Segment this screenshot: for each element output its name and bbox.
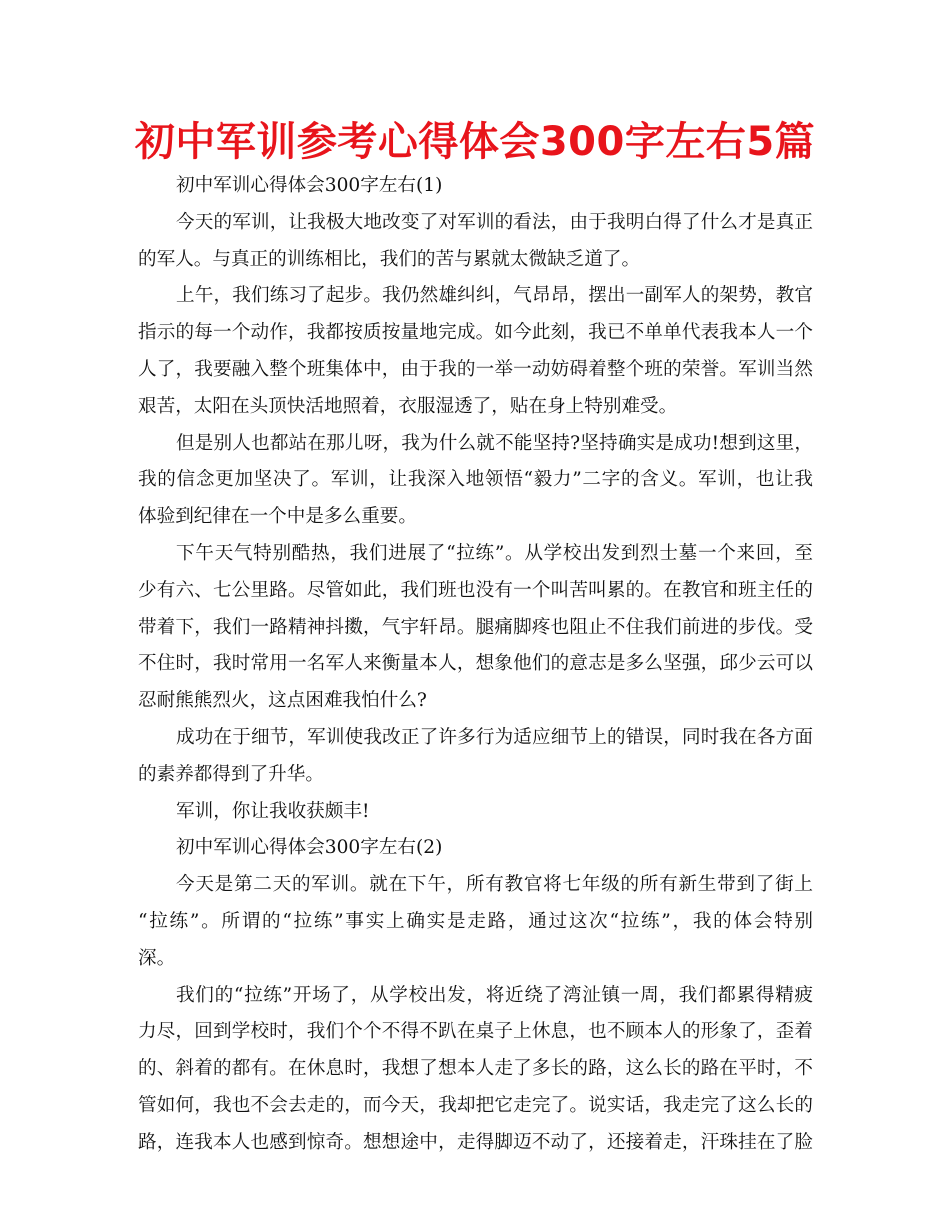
text-line: 军训，你让我收获颇丰!	[176, 800, 370, 822]
text-line: 上午，我们练习了起步。我仍然雄纠纠，气昂昂，摆出一副军人的架势，教官	[176, 285, 813, 307]
section-heading: 初中军训心得体会300字左右(1)	[176, 175, 443, 196]
text-line: 的军人。与真正的训练相比，我们的苦与累就太微缺乏道了。	[138, 248, 641, 270]
text-line: 今天的军训，让我极大地改变了对军训的看法，由于我明白得了什么才是真正	[176, 211, 813, 233]
text-line: 成功在于细节，军训使我改正了许多行为适应细节上的错误，同时我在各方面	[176, 726, 813, 748]
text-line: 艰苦，太阳在头顶快活地照着，衣服湿透了，贴在身上特别难受。	[138, 395, 678, 417]
text-line: 管如何，我也不会去走的，而今天，我却把它走完了。说实话，我走完了这么长的	[138, 1094, 813, 1116]
text-line: 人了，我要融入整个班集体中，由于我的一举一动妨碍着整个班的荣誉。军训当然	[138, 358, 813, 380]
text-line: 体验到纪律在一个中是多么重要。	[138, 506, 417, 528]
text-line: 力尽，回到学校时，我们个个不得不趴在桌子上休息，也不顾本人的形象了，歪着	[138, 1021, 813, 1043]
text-line: 忍耐熊熊烈火，这点困难我怕什么?	[138, 690, 427, 712]
text-line: 我的信念更加坚决了。军训，让我深入地领悟“毅力”二字的含义。军训，也让我	[138, 469, 813, 491]
text-line: 今天是第二天的军训。就在下午，所有教官将七年级的所有新生带到了街上	[176, 874, 813, 896]
text-line: 我们的“拉练”开场了，从学校出发，将近绕了湾沚镇一周，我们都累得精疲	[176, 984, 813, 1006]
text-line: 但是别人也都站在那儿呀，我为什么就不能坚持?坚持确实是成功!想到这里，	[176, 432, 813, 454]
text-line: “拉练”。所谓的“拉练”事实上确实是走路，通过这次“拉练”，我的体会特别	[138, 910, 813, 932]
text-line: 深。	[138, 947, 176, 969]
text-line: 的、斜着的都有。在休息时，我想了想本人走了多长的路，这么长的路在平时，不	[138, 1058, 813, 1080]
text-line: 带着下，我们一路精神抖擞，气宇轩昂。腿痛脚疼也阻止不住我们前进的步伐。受	[138, 616, 813, 638]
text-line: 指示的每一个动作，我都按质按量地完成。如今此刻，我已不单单代表我本人一个	[138, 322, 813, 344]
text-line: 下午天气特别酷热，我们进展了“拉练”。从学校出发到烈士墓一个来回，至	[176, 542, 813, 564]
text-line: 不住时，我时常用一名军人来衡量本人，想象他们的意志是多么坚强，邱少云可以	[138, 653, 813, 675]
text-line: 的素养都得到了升华。	[138, 763, 324, 785]
text-line: 少有六、七公里路。尽管如此，我们班也没有一个叫苦叫累的。在教官和班主任的	[138, 579, 813, 601]
text-line: 路，连我本人也感到惊奇。想想途中，走得脚迈不动了，还接着走，汗珠挂在了脸	[138, 1131, 813, 1153]
document-title: 初中军训参考心得体会300字左右5篇	[134, 119, 816, 165]
document-body	[138, 168, 813, 1162]
section-heading: 初中军训心得体会300字左右(2)	[176, 837, 443, 859]
